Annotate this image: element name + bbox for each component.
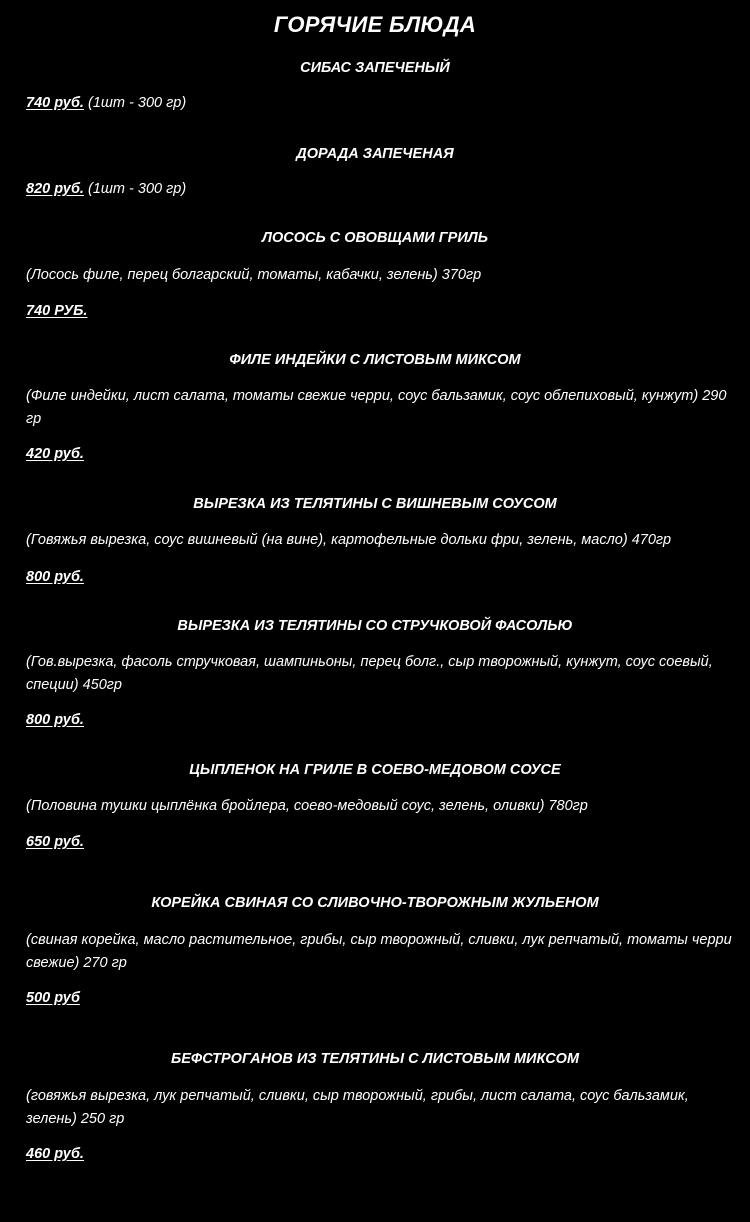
dish-name: ВЫРЕЗКА ИЗ ТЕЛЯТИНЫ СО СТРУЧКОВОЙ ФАСОЛЬЮ <box>177 618 573 634</box>
dish-price-line <box>26 831 738 854</box>
dish-portion: (1шт - 300 гр) <box>87 95 187 111</box>
dish-price: 800 руб. <box>26 712 84 728</box>
dish-price: 800 руб. <box>26 569 84 585</box>
dish-description: (свиная корейка, масло растительное, грибы, сыр творожный, сливки, лук репчатый, томаты черри свежие) 270 гр <box>26 932 732 971</box>
dish-price-line <box>26 92 738 115</box>
dish-price-line <box>26 443 738 466</box>
dish-price: 650 руб. <box>26 834 84 850</box>
dish-name: КОРЕЙКА СВИНАЯ СО СЛИВОЧНО-ТВОРОЖНЫМ ЖУЛЬЕНОМ <box>151 895 599 911</box>
dish-name: СИБАС ЗАПЕЧЕНЫЙ <box>300 60 450 76</box>
dish-price-line <box>26 987 738 1010</box>
dish-name: ВЫРЕЗКА ИЗ ТЕЛЯТИНЫ С ВИШНЕВЫМ СОУСОМ <box>193 496 557 512</box>
dish-price-line <box>26 566 738 589</box>
dish-price: 420 руб. <box>26 446 84 462</box>
dish-price: 500 руб <box>26 990 80 1006</box>
dish-name: ФИЛЕ ИНДЕЙКИ С ЛИСТОВЫМ МИКСОМ <box>229 352 521 368</box>
dish-description: (Лосось филе, перец болгарский, томаты, кабачки, зелень) 370гр <box>26 267 482 283</box>
dish-price-line <box>26 1143 738 1166</box>
dish-price-line <box>26 178 738 201</box>
dish-description: (Гов.вырезка, фасоль стручковая, шампиньоны, перец болг., сыр творожный, кунжут, соус соевый, специи) 450гр <box>26 654 713 693</box>
dish-price: 460 руб. <box>26 1146 84 1162</box>
dish-price: 740 РУБ. <box>26 303 88 319</box>
dish-description: (Говяжья вырезка, соус вишневый (на вине), картофельные дольки фри, зелень, масло) 470гр <box>26 532 672 548</box>
dish-description: (Половина тушки цыплёнка бройлера, соево-медовый соус, зелень, оливки) 780гр <box>26 798 588 814</box>
dish-name: ЛОСОСЬ С ОВОВЩАМИ ГРИЛЬ <box>262 230 488 246</box>
dish-price-line <box>26 300 738 323</box>
page-title: ГОРЯЧИЕ БЛЮДА <box>273 12 477 37</box>
dish-name: ЦЫПЛЕНОК НА ГРИЛЕ В СОЕВО-МЕДОВОМ СОУСЕ <box>189 762 561 778</box>
dish-price: 740 руб. <box>26 95 84 111</box>
dish-portion: (1шт - 300 гр) <box>87 181 187 197</box>
dish-name: БЕФСТРОГАНОВ ИЗ ТЕЛЯТИНЫ С ЛИСТОВЫМ МИКСОМ <box>170 1051 580 1067</box>
dish-name: ДОРАДА ЗАПЕЧЕНАЯ <box>296 146 454 162</box>
dish-description: (говяжья вырезка, лук репчатый, сливки, сыр творожный, грибы, лист салата, соус бальзамик, зелень) 250 гр <box>26 1088 689 1127</box>
dish-price-line <box>26 709 738 732</box>
dish-description: (Филе индейки, лист салата, томаты свежие черри, соус бальзамик, соус облепиховый, кунжут) 290 гр <box>26 388 727 427</box>
dish-price: 820 руб. <box>26 181 84 197</box>
